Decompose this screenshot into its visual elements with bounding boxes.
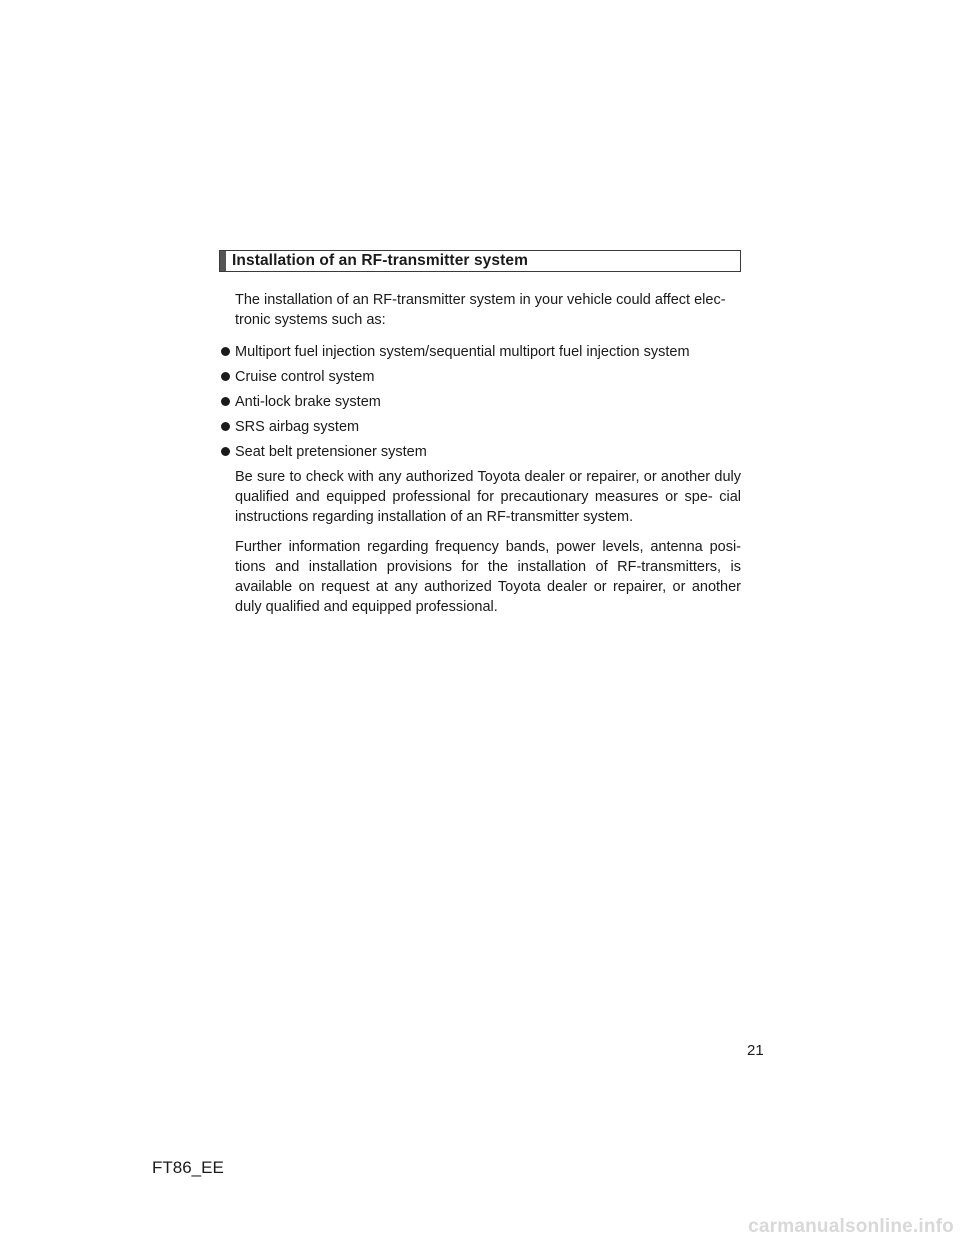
watermark: carmanualsonline.info — [748, 1216, 954, 1237]
list-item — [219, 417, 741, 437]
section-header — [219, 250, 741, 272]
affected-systems-list — [219, 342, 741, 462]
further-info-paragraph: Further information regarding frequency bands, power levels, antenna posi- tions and installation provisions for the installation of RF-transmitters, is available on request at any authorized Toyota dealer or repairer, or another duly qualified and equipped professional. — [235, 539, 741, 615]
bullet-icon — [221, 397, 230, 406]
list-item — [219, 342, 741, 362]
list-item-text: SRS airbag system — [235, 419, 360, 435]
list-item — [219, 367, 741, 387]
list-item-text: Multiport fuel injection system/sequential multiport fuel injection system — [235, 344, 690, 360]
list-item-text: Seat belt pretensioner system — [235, 444, 427, 460]
page-number: 21 — [747, 1042, 764, 1059]
document-code: FT86_EE — [152, 1158, 224, 1177]
section-title: Installation of an RF-transmitter system — [232, 252, 528, 269]
bullet-icon — [221, 372, 230, 381]
section-content — [219, 290, 741, 627]
list-item-text: Cruise control system — [235, 369, 375, 385]
bullet-icon — [221, 422, 230, 431]
intro-paragraph: The installation of an RF-transmitter system in your vehicle could affect elec- tronic systems such as: — [235, 292, 726, 328]
bullet-icon — [221, 447, 230, 456]
list-item — [219, 392, 741, 412]
list-item — [219, 442, 741, 462]
bullet-icon — [221, 347, 230, 356]
dealer-check-paragraph: Be sure to check with any authorized Toyota dealer or repairer, or another duly qualified and equipped professional for precautionary measures or spe- cial instructions regarding installation of an RF-transmitter system. — [235, 469, 741, 525]
section-header-bar — [220, 251, 226, 271]
list-item-text: Anti-lock brake system — [235, 394, 381, 410]
